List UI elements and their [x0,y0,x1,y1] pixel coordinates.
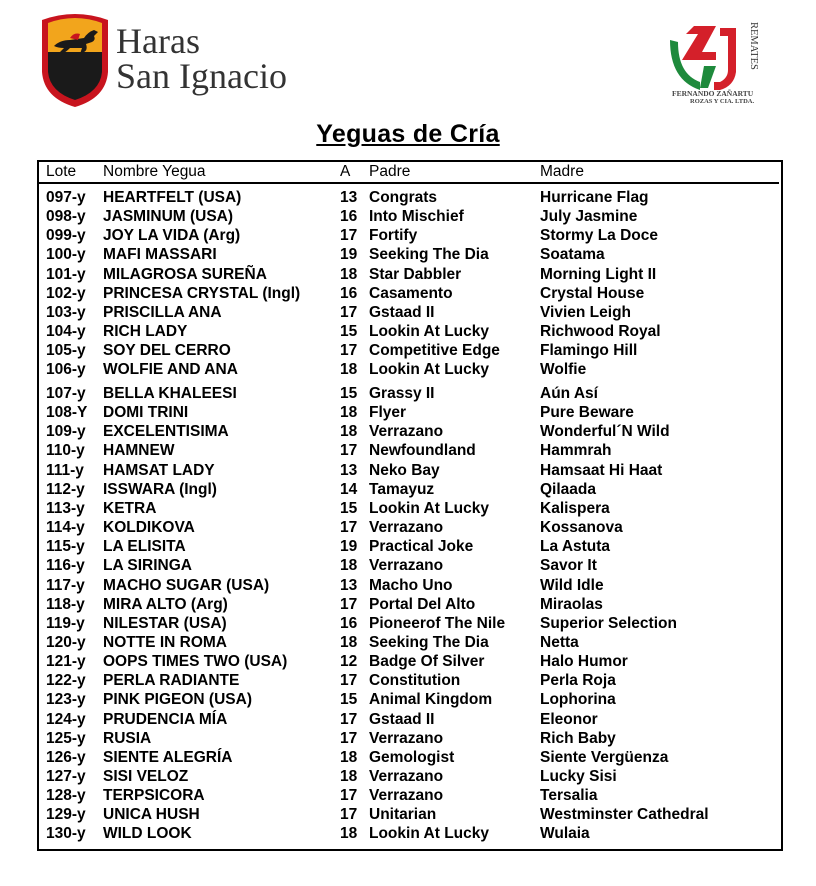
cell-lote: 103-y [46,303,86,321]
header-madre: Madre [540,163,584,180]
cell-nombre-yegua: MACHO SUGAR (USA) [103,576,270,594]
cell-padre: Competitive Edge [369,342,500,360]
cell-nombre-yegua: TERPSICORA [103,787,205,805]
cell-a: 18 [340,825,358,843]
cell-a: 18 [340,361,358,379]
cell-lote: 113-y [46,499,85,517]
cell-nombre-yegua: PRINCESA CRYSTAL (Ingl) [103,284,301,302]
cell-madre: Hamsaat Hi Haat [540,461,663,479]
remates-vertical-label [748,20,762,92]
cell-a: 19 [340,538,358,556]
brand-name [116,21,287,96]
cell-a: 18 [340,557,358,575]
cell-madre: Tersalia [540,787,598,805]
page-title: Yeguas de Cría [316,120,500,148]
cell-nombre-yegua: KETRA [103,499,157,517]
brand-line-1: Haras [116,21,200,61]
cell-padre: Seeking The Dia [369,633,489,651]
cell-lote: 098-y [46,208,86,226]
cell-madre: Hammrah [540,442,612,460]
cell-lote: 115-y [46,538,85,556]
cell-lote: 111-y [46,461,84,479]
cell-padre: Macho Uno [369,576,453,594]
cell-padre: Fortify [369,227,418,245]
cell-nombre-yegua: NOTTE IN ROMA [103,633,227,651]
cell-nombre-yegua: PERLA RADIANTE [103,672,240,690]
cell-padre: Lookin At Lucky [369,825,489,843]
cell-nombre-yegua: MIRA ALTO (Arg) [103,595,228,613]
cell-padre: Flyer [369,404,407,422]
cell-nombre-yegua: UNICA HUSH [103,806,200,824]
cell-padre: Unitarian [369,806,437,824]
cell-nombre-yegua: PRISCILLA ANA [103,303,222,321]
header-nombre-yegua: Nombre Yegua [103,163,206,180]
cell-nombre-yegua: NILESTAR (USA) [103,614,227,632]
cell-lote: 102-y [46,284,86,302]
cell-madre: Flamingo Hill [540,342,638,360]
cell-lote: 109-y [46,423,86,441]
cell-madre: Stormy La Doce [540,227,659,245]
cell-madre: Wonderful´N Wild [540,423,670,441]
cell-padre: Constitution [369,672,461,690]
cell-madre: Lophorina [540,691,616,709]
cell-madre: Wolfie [540,361,587,379]
cell-padre: Casamento [369,284,453,302]
cell-nombre-yegua: WOLFIE AND ANA [103,361,238,379]
cell-a: 17 [340,787,358,805]
cell-a: 17 [340,303,358,321]
cell-madre: Vivien Leigh [540,303,632,321]
cell-a: 18 [340,748,358,766]
cell-padre: Portal Del Alto [369,595,476,613]
cell-lote: 116-y [46,557,85,575]
cell-madre: Savor It [540,557,597,575]
cell-nombre-yegua: PINK PIGEON (USA) [103,691,252,709]
cell-a: 16 [340,284,358,302]
cell-nombre-yegua: PRUDENCIA MÍA [103,710,228,728]
cell-a: 15 [340,499,358,517]
cell-padre: Star Dabbler [369,265,462,283]
cell-lote: 125-y [46,729,86,747]
cell-a: 18 [340,423,358,441]
cell-a: 17 [340,806,358,824]
cell-padre: Gstaad II [369,303,435,321]
cell-padre: Badge Of Silver [369,653,485,671]
cell-padre: Verrazano [369,787,444,805]
cell-padre: Neko Bay [369,461,440,479]
cell-madre: Miraolas [540,595,603,613]
header-padre: Padre [369,163,411,180]
cell-lote: 108-Y [46,404,88,422]
cell-padre: Verrazano [369,557,444,575]
cell-madre: Hurricane Flag [540,189,649,206]
cell-padre: Congrats [369,189,438,206]
cell-padre: Verrazano [369,519,444,537]
cell-lote: 106-y [46,361,86,379]
cell-madre: Rich Baby [540,729,616,747]
cell-madre: July Jasmine [540,208,638,226]
cell-lote: 114-y [46,519,85,537]
cell-lote: 100-y [46,246,86,264]
cell-lote: 128-y [46,787,86,805]
cell-lote: 105-y [46,342,86,360]
cell-lote: 127-y [46,768,86,785]
cell-a: 17 [340,710,358,728]
header-a: A [340,163,351,180]
shield-horse-icon [40,10,110,108]
cell-madre: Kalispera [540,499,610,517]
cell-padre: Lookin At Lucky [369,323,489,341]
cell-a: 19 [340,246,358,264]
cell-lote: 107-y [46,385,86,402]
cell-lote: 122-y [46,672,86,690]
cell-a: 18 [340,633,358,651]
cell-lote: 130-y [46,825,86,843]
cell-a: 17 [340,442,358,460]
cell-a: 12 [340,653,358,671]
cell-nombre-yegua: SIENTE ALEGRÍA [103,748,233,766]
haras-san-ignacio-logo [40,10,300,110]
cell-madre: Qilaada [540,480,596,498]
cell-madre: Crystal House [540,284,645,302]
cell-lote: 112-y [46,480,85,498]
cell-lote: 120-y [46,633,86,651]
cell-a: 18 [340,265,358,283]
cell-lote: 110-y [46,442,85,460]
cell-padre: Verrazano [369,768,444,785]
cell-nombre-yegua: SISI VELOZ [103,768,189,785]
cell-a: 17 [340,672,358,690]
cell-a: 15 [340,385,358,402]
cell-a: 15 [340,323,358,341]
cell-a: 18 [340,768,358,785]
cell-lote: 126-y [46,748,86,766]
cell-nombre-yegua: ISSWARA (Ingl) [103,480,217,498]
cell-a: 14 [340,480,358,498]
cell-nombre-yegua: MILAGROSA SUREÑA [103,265,267,283]
cell-madre: Superior Selection [540,614,677,632]
cell-madre: La Astuta [540,538,611,556]
cell-lote: 118-y [46,595,85,613]
cell-madre: Halo Humor [540,653,628,671]
cell-madre: Morning Light II [540,265,657,283]
cell-padre: Lookin At Lucky [369,499,489,517]
cell-lote: 121-y [46,653,86,671]
cell-padre: Into Mischief [369,208,464,226]
cell-a: 18 [340,404,358,422]
cell-padre: Gstaad II [369,710,435,728]
cell-nombre-yegua: LA SIRINGA [103,557,192,575]
cell-nombre-yegua: LA ELISITA [103,538,186,556]
cell-padre: Verrazano [369,729,444,747]
header-divider [37,182,779,184]
cell-lote: 123-y [46,691,86,709]
cell-nombre-yegua: JOY LA VIDA (Arg) [103,227,241,245]
cell-lote: 101-y [46,265,86,283]
cell-lote: 124-y [46,710,86,728]
cell-padre: Practical Joke [369,538,474,556]
cell-nombre-yegua: HAMSAT LADY [103,461,215,479]
cell-lote: 119-y [46,614,85,632]
cell-a: 16 [340,614,358,632]
cell-padre: Animal Kingdom [369,691,493,709]
cell-nombre-yegua: RICH LADY [103,323,188,341]
company-name-line-2: ROZAS Y CIA. LTDA. [690,98,755,105]
cell-nombre-yegua: MAFI MASSARI [103,246,217,264]
cell-padre: Pioneerof The Nile [369,614,506,632]
cell-nombre-yegua: HAMNEW [103,442,175,460]
cell-madre: Pure Beware [540,404,634,422]
cell-a: 16 [340,208,358,226]
cell-lote: 097-y [46,189,86,206]
cell-a: 13 [340,576,358,594]
cell-nombre-yegua: OOPS TIMES TWO (USA) [103,653,288,671]
cell-padre: Grassy II [369,385,435,402]
header-lote: Lote [46,163,77,180]
cell-padre: Gemologist [369,748,455,766]
cell-madre: Eleonor [540,710,598,728]
cell-madre: Perla Roja [540,672,616,690]
cell-madre: Wild Idle [540,576,604,594]
company-name-line-1: FERNANDO ZAÑARTU [672,89,754,98]
cell-madre: Aún Así [540,385,598,402]
cell-nombre-yegua: BELLA KHALEESI [103,385,237,402]
cell-a: 17 [340,227,358,245]
cell-lote: 117-y [46,576,85,594]
cell-lote: 104-y [46,323,86,341]
cell-madre: Westminster Cathedral [540,806,709,824]
cell-nombre-yegua: JASMINUM (USA) [103,208,234,226]
remates-text: REMATES [748,22,759,70]
cell-madre: Siente Vergüenza [540,748,669,766]
cell-padre: Lookin At Lucky [369,361,489,379]
cell-lote: 099-y [46,227,86,245]
cell-nombre-yegua: WILD LOOK [103,825,192,843]
cell-nombre-yegua: HEARTFELT (USA) [103,189,242,206]
cell-a: 15 [340,691,358,709]
cell-nombre-yegua: EXCELENTISIMA [103,423,229,441]
cell-madre: Kossanova [540,519,623,537]
cell-nombre-yegua: RUSIA [103,729,152,747]
cell-nombre-yegua: DOMI TRINI [103,404,189,422]
cell-a: 13 [340,461,358,479]
cell-a: 13 [340,189,358,206]
cell-a: 17 [340,729,358,747]
cell-madre: Wulaia [540,825,590,843]
cell-padre: Tamayuz [369,480,435,498]
cell-a: 17 [340,342,358,360]
cell-madre: Netta [540,633,579,651]
cell-padre: Verrazano [369,423,444,441]
cell-madre: Richwood Royal [540,323,661,341]
cell-a: 17 [340,595,358,613]
cell-padre: Seeking The Dia [369,246,489,264]
cell-madre: Soatama [540,246,605,264]
cell-lote: 129-y [46,806,86,824]
cell-nombre-yegua: KOLDIKOVA [103,519,195,537]
cell-madre: Lucky Sisi [540,768,617,785]
cell-padre: Newfoundland [369,442,476,460]
brand-line-2: San Ignacio [116,56,287,96]
cell-a: 17 [340,519,358,537]
cell-nombre-yegua: SOY DEL CERRO [103,342,231,360]
